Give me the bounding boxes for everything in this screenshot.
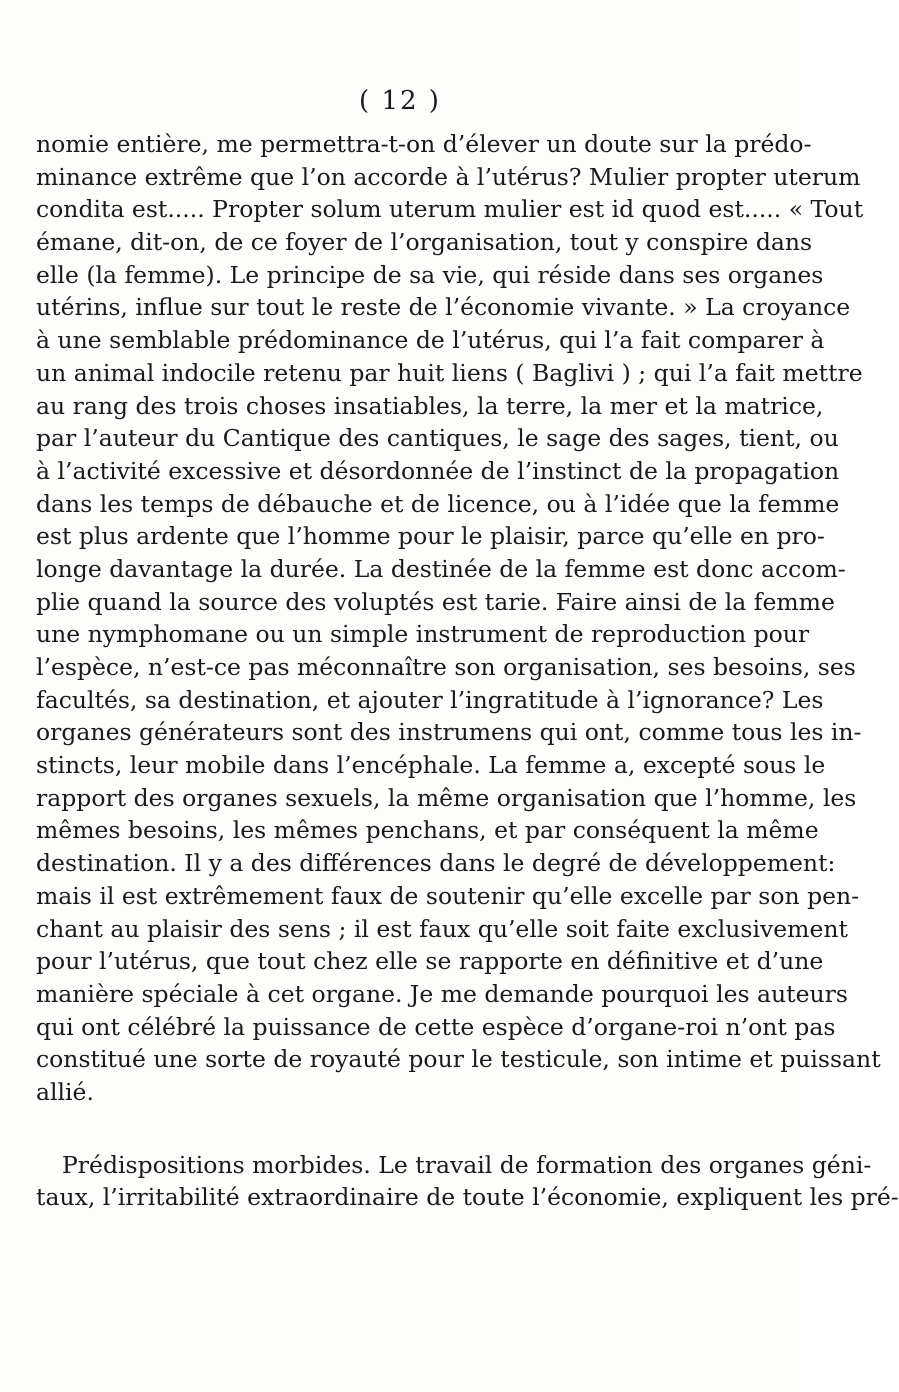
text-line: au rang des trois choses insatiables, la terre, la mer et la matrice,	[36, 391, 824, 420]
text-line: utérins, influe sur tout le reste de l’économie vivante. » La croyance	[36, 293, 851, 322]
text-line: à l’activité excessive et désordonnée de l’instinct de la propagation	[36, 456, 840, 485]
paragraph-gap	[36, 1109, 776, 1149]
text-line: organes générateurs sont des instrumens qui ont, comme tous les in-	[36, 718, 862, 747]
text-line: elle (la femme). Le principe de sa vie, qui réside dans ses organes	[36, 260, 824, 289]
text-line: par l’auteur du Cantique des cantiques, le sage des sages, tient, ou	[36, 424, 839, 453]
text-line: nomie entière, me permettra-t-on d’élever un doute sur la prédo-	[36, 130, 812, 158]
text-line: dans les temps de débauche et de licence, ou à l’idée que la femme	[36, 489, 840, 518]
text-line: plie quand la source des voluptés est tarie. Faire ainsi de la femme	[36, 587, 835, 616]
text-line: pour l’utérus, que tout chez elle se rapporte en définitive et d’une	[36, 947, 824, 976]
text-line: rapport des organes sexuels, la même organisation que l’homme, les	[36, 783, 857, 812]
text-line: allié.	[36, 1077, 94, 1106]
text-line: longe davantage la durée. La destinée de la femme est donc accom-	[36, 554, 846, 583]
text-line: manière spéciale à cet organe. Je me demande pourquoi les auteurs	[36, 979, 848, 1008]
text-line: taux, l’irritabilité extraordinaire de toute l’économie, expliquent les pré-	[36, 1183, 899, 1212]
paragraph-1	[36, 128, 881, 1109]
text-line: qui ont célébré la puissance de cette espèce d’organe-roi n’ont pas	[36, 1012, 836, 1041]
text-line: mêmes besoins, les mêmes penchans, et par conséquent la même	[36, 816, 819, 845]
text-line: à une semblable prédominance de l’utérus, qui l’a fait comparer à	[36, 326, 825, 355]
text-line: facultés, sa destination, et ajouter l’ingratitude à l’ignorance? Les	[36, 685, 824, 714]
text-line: Prédispositions morbides. Le travail de formation des organes géni-	[62, 1150, 872, 1179]
text-line: mais il est extrêmement faux de soutenir qu’elle excelle par son pen-	[36, 881, 860, 910]
text-line: est plus ardente que l’homme pour le plaisir, parce qu’elle en pro-	[36, 522, 825, 551]
text-line: destination. Il y a des différences dans le degré de développement:	[36, 849, 836, 878]
body-text	[36, 128, 899, 1214]
text-line: constitué une sorte de royauté pour le testicule, son intime et puissant	[36, 1045, 881, 1074]
paragraph-2	[36, 1149, 899, 1214]
text-line: un animal indocile retenu par huit liens ( Baglivi ) ; qui l’a fait mettre	[36, 358, 863, 387]
text-line: l’espèce, n’est-ce pas méconnaître son organisation, ses besoins, ses	[36, 653, 856, 681]
text-line: condita est..... Propter solum uterum mulier est id quod est..... « Tout	[36, 195, 864, 224]
text-line: minance extrême que l’on accorde à l’utérus? Mulier propter uterum	[36, 162, 861, 191]
text-line: une nymphomane ou un simple instrument de reproduction pour	[36, 620, 810, 649]
text-line: chant au plaisir des sens ; il est faux qu’elle soit faite exclusivement	[36, 914, 848, 943]
text-line: stincts, leur mobile dans l’encéphale. La femme a, excepté sous le	[36, 751, 826, 780]
text-line: émane, dit-on, de ce foyer de l’organisation, tout y conspire dans	[36, 228, 813, 257]
page-number: ( 12 )	[359, 86, 441, 116]
